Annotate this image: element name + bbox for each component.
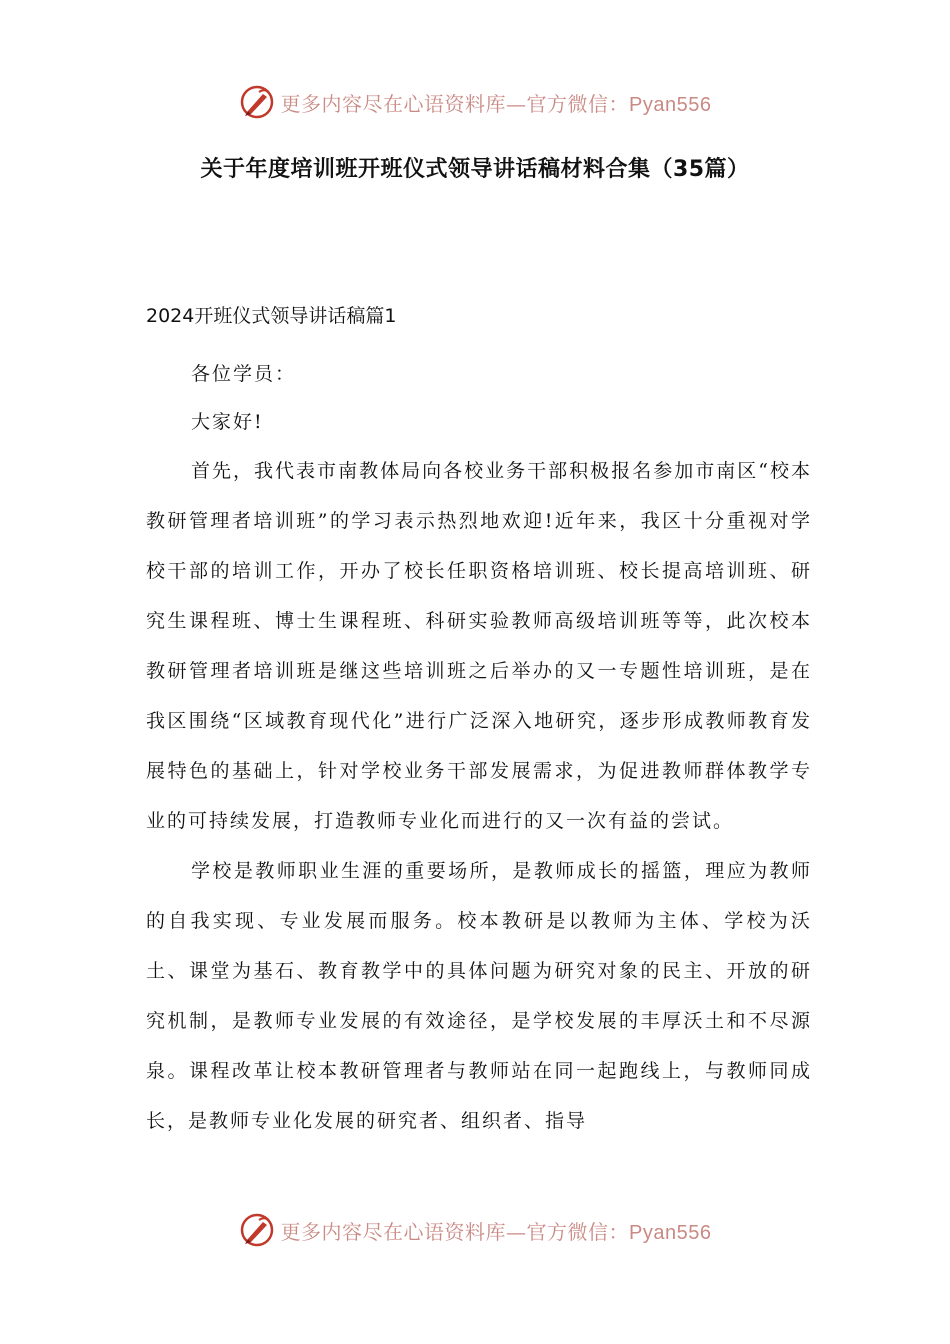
watermark-banner-bottom <box>0 1208 950 1252</box>
section-subtitle: 2024开班仪式领导讲话稿篇1 <box>146 305 397 327</box>
document-title: 关于年度培训班开班仪式领导讲话稿材料合集（35篇） <box>200 157 750 182</box>
wechat-id: Pyan556 <box>629 1221 712 1244</box>
watermark-banner-top <box>0 80 950 124</box>
watermark-text: 更多内容尽在心语资料库—官方微信：Pyan556 <box>280 1219 712 1244</box>
pen-logo-icon <box>239 84 275 120</box>
pen-logo-icon <box>239 1212 275 1248</box>
wechat-id: Pyan556 <box>629 93 712 116</box>
paragraph: 学校是教师职业生涯的重要场所，是教师成长的摇篮，理应为教师的自我实现、专业发展而服务。校本教研是以教师为主体、学校为沃土、课堂为基石、教育教学中的具体问题为研究对象的民主、开放的研究机制，是教师专业发展的有效途径，是学校发展的丰厚沃土和不尽源泉。课程改革让校本教研管理者与教师站在同一起跑线上，与教师同成长，是教师专业化发展的研究者、组织者、指导 <box>146 860 812 1132</box>
paragraph: 首先，我代表市南教体局向各校业务干部积极报名参加市南区“校本教研管理者培训班”的学习表示热烈地欢迎!近年来，我区十分重视对学校干部的培训工作，开办了校长任职资格培训班、校长提高培训班、研究生课程班、博士生课程班、科研实验教师高级培训班等等，此次校本教研管理者培训班是继这些培训班之后举办的又一专题性培训班，是在我区围绕“区域教育现代化”进行广泛深入地研究，逐步形成教师教育发展特色的基础上，针对学校业务干部发展需求，为促进教师群体教学专业的可持续发展，打造教师专业化而进行的又一次有益的尝试。 <box>146 460 812 832</box>
greeting: 各位学员： <box>191 363 297 385</box>
watermark-text: 更多内容尽在心语资料库—官方微信：Pyan556 <box>280 91 712 116</box>
hello: 大家好! <box>191 411 264 433</box>
document-body <box>146 300 812 1146</box>
